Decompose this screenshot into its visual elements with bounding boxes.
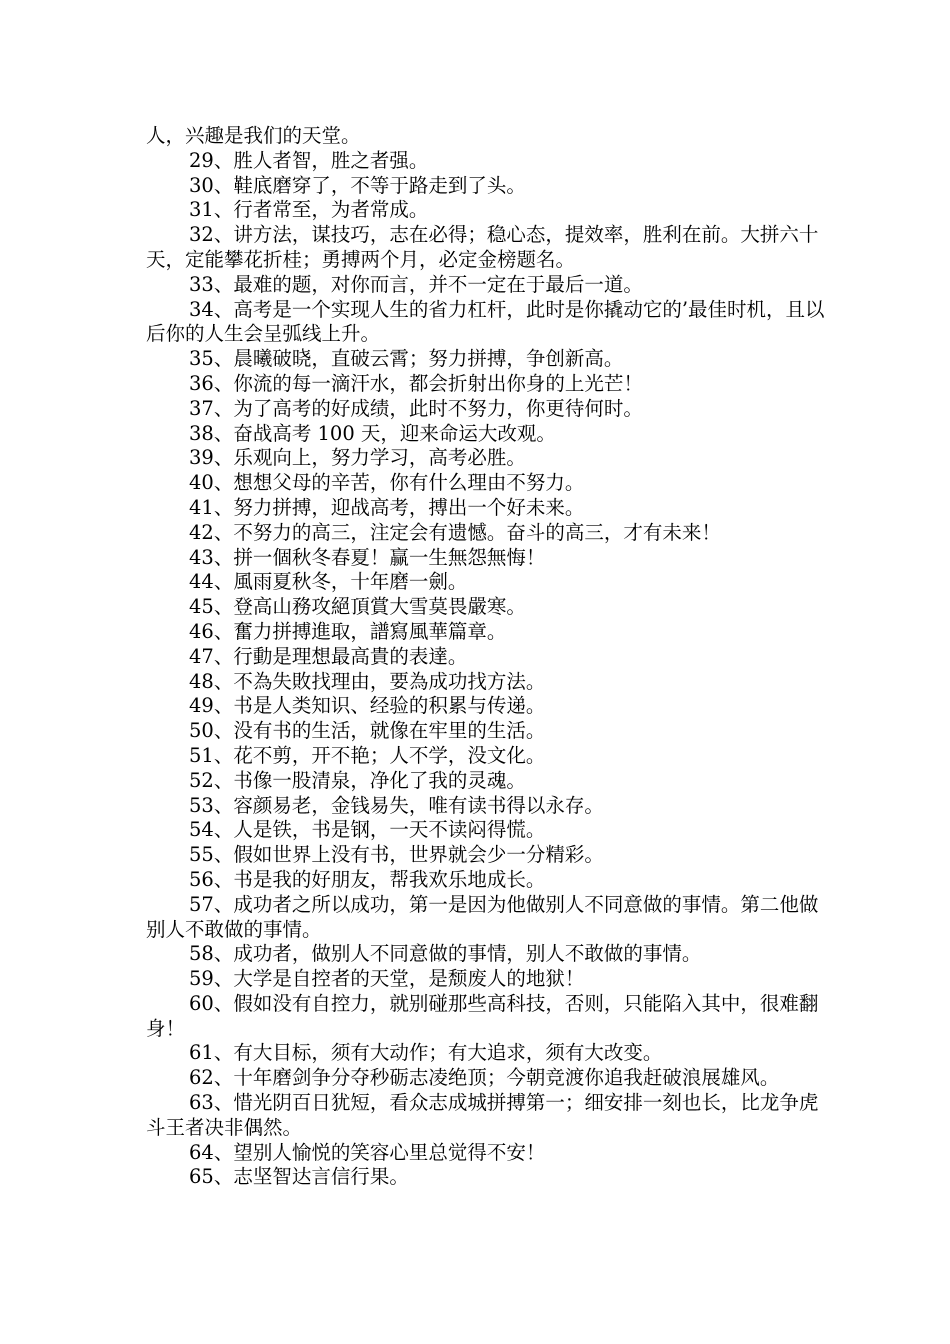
paragraph: 56、书是我的好朋友，帮我欢乐地成长。 — [189, 867, 546, 891]
paragraph: 41、努力拼搏，迎战高考，搏出一个好未来。 — [189, 495, 585, 519]
paragraph: 54、人是铁，书是钢，一天不读闷得慌。 — [189, 818, 546, 842]
paragraph: 61、有大目标，须有大动作；有大追求，须有大改变。 — [189, 1041, 663, 1065]
paragraph: 35、晨曦破晓，直破云霄；努力拼搏，争创新高。 — [189, 347, 624, 371]
paragraph: 31、行者常至，为者常成。 — [189, 198, 429, 222]
paragraph: 63、惜光阴百日犹短，看众志成城拼搏第一；细安排一刻也长，比龙争虎斗王者决非偶然。 — [146, 1091, 819, 1139]
paragraph: 60、假如没有自控力，就别碰那些高科技，否则，只能陷入其中，很难翻身！ — [146, 991, 819, 1040]
paragraph: 39、乐观向上，努力学习，高考必胜。 — [189, 446, 526, 470]
paragraph: 人，兴趣是我们的天堂。 — [146, 124, 361, 147]
paragraph: 65、志坚智达言信行果。 — [189, 1165, 409, 1189]
paragraph: 52、书像一股清泉，净化了我的灵魂。 — [189, 768, 526, 792]
paragraph: 37、为了高考的好成绩，此时不努力，你更待何时。 — [189, 396, 643, 420]
paragraph: 53、容颜易老，金钱易失，唯有读书得以永存。 — [189, 793, 604, 817]
paragraph: 33、最难的题，对你而言，并不一定在于最后一道。 — [189, 272, 643, 296]
paragraph: 36、你流的每一滴汗水，都会折射出你身的上光芒！ — [189, 371, 643, 395]
paragraph: 32、讲方法，谋技巧，志在必得；稳心态，提效率，胜利在前。大拼六十天，定能攀花折桂；勇搏两个月，必定金榜题名。 — [146, 223, 819, 271]
paragraph: 62、十年磨剑争分夺秒砺志凌绝顶；今朝竞渡你追我赶破浪展雄风。 — [189, 1066, 780, 1090]
paragraph: 57、成功者之所以成功，第一是因为他做别人不同意做的事情。第二他做别人不敢做的事情。 — [146, 892, 819, 941]
paragraph: 59、大学是自控者的天堂，是颓废人的地狱！ — [189, 967, 585, 991]
paragraph: 49、书是人类知识、经验的积累与传递。 — [189, 694, 546, 718]
paragraph: 34、高考是一个实现人生的省力杠杆，此时是你撬动它的’最佳时机，且以后你的人生会呈弧线上升。 — [146, 297, 825, 346]
paragraph: 43、拼一個秋冬春夏！赢一生無怨無悔！ — [189, 545, 546, 569]
paragraph: 42、不努力的高三，注定会有遗憾。奋斗的高三，才有未来！ — [189, 520, 721, 544]
paragraph: 58、成功者，做别人不同意做的事情，别人不敢做的事情。 — [189, 942, 702, 966]
paragraph: 46、奮力拼搏進取，譜寫風華篇章。 — [189, 619, 507, 643]
paragraph: 47、行動是理想最高貴的表達。 — [189, 644, 468, 668]
paragraph: 29、胜人者智，胜之者强。 — [189, 148, 429, 172]
document-body — [146, 124, 826, 1190]
paragraph: 40、想想父母的辛苦，你有什么理由不努力。 — [189, 471, 585, 495]
paragraph: 50、没有书的生活，就像在牢里的生活。 — [189, 719, 546, 743]
paragraph: 51、花不剪，开不艳；人不学，没文化。 — [189, 743, 546, 767]
paragraph: 38、奋战高考 100 天，迎来命运大改观。 — [189, 421, 556, 445]
paragraph: 44、風雨夏秋冬，十年磨一劍。 — [189, 570, 468, 594]
paragraph: 30、鞋底磨穿了，不等于路走到了头。 — [189, 173, 526, 197]
paragraph: 64、望别人愉悦的笑容心里总觉得不安！ — [189, 1140, 546, 1164]
paragraph: 55、假如世界上没有书，世界就会少一分精彩。 — [189, 843, 604, 867]
paragraph: 48、不為失敗找理由，要為成功找方法。 — [189, 669, 546, 693]
paragraph: 45、登高山務攻絕頂賞大雪莫畏嚴寒。 — [189, 595, 526, 619]
